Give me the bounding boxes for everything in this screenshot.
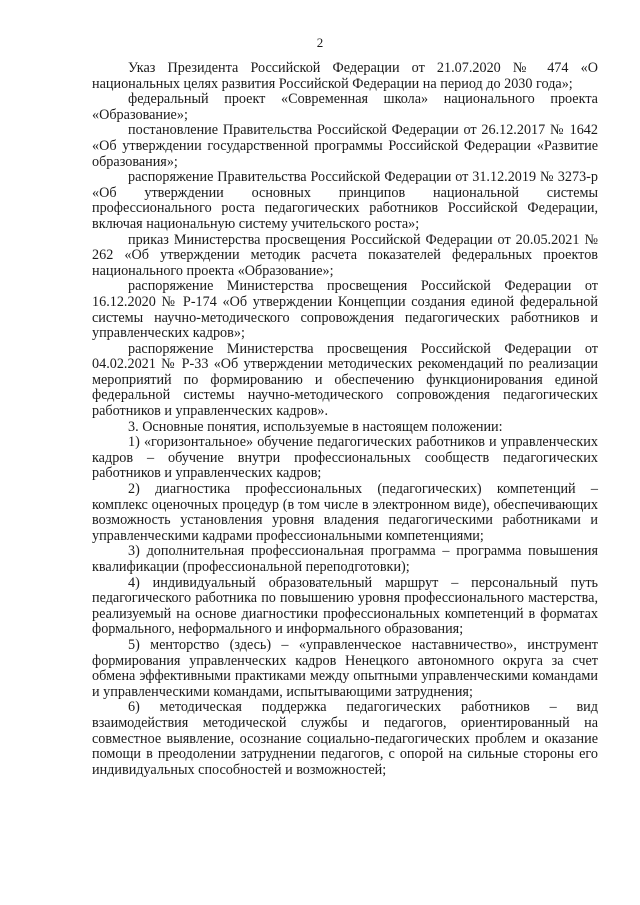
paragraph-ministry-order-262: приказ Министерства просвещения Российской Федерации от 20.05.2021 № 262 «Об утверждении методик расчета показателей федеральных проектов национального проекта «Образование»; bbox=[92, 231, 598, 279]
paragraph-modern-school-project: федеральный проект «Современная школа» национального проекта «Образование»; bbox=[92, 91, 598, 123]
paragraph-order-r174: распоряжение Министерства просвещения Российской Федерации от 16.12.2020 № Р-174 «Об утверждении Концепции создания единой федеральной системы научно-методического сопровождения педагогических работников и управленческих кадров»; bbox=[92, 278, 598, 342]
paragraph-order-3273: распоряжение Правительства Российской Федерации от 31.12.2019 № 3273-р «Об утверждении основных принципов национальной системы профессионального роста педагогических работников Российской Федерации, включая национальную систему учительского роста»; bbox=[92, 169, 598, 232]
paragraph-order-r33: распоряжение Министерства просвещения Российской Федерации от 04.02.2021 № Р-33 «Об утверждении методических рекомендаций по реализации мероприятий по формированию и обеспечению функционирования единой федеральной системы научно-методического сопровождения педагогических работников и управленческих кадров». bbox=[92, 340, 598, 420]
definition-6-methodical-support: 6) методическая поддержка педагогических работников – вид взаимодействия методической службы и педагогов, ориентированный на совместное выявление, осознание социально-педагогических проблем и оказание помощи в преодолении затруднении педагогов, с опорой на сильные стороны его индивидуальных способностей и возможностей; bbox=[92, 699, 598, 778]
section-3-heading: 3. Основные понятия, используемые в настоящем положении: bbox=[128, 418, 503, 435]
definition-4-individual-route: 4) индивидуальный образовательный маршрут – персональный путь педагогического работника по повышению уровня профессионального мастерства, реализуемый на основе диагностики профессиональных компетенций в форматах формального, неформального и информального образования; bbox=[92, 574, 598, 638]
definition-2-competence-diagnostics: 2) диагностика профессиональных (педагогических) компетенций – комплекс оценочных процедур (в том числе в электронном виде), обеспечивающих возможность установления уровня владения педагогическими работниками и управленческими кадрами профессиональными компетенциями; bbox=[92, 481, 598, 544]
definition-1-horizontal-learning: 1) «горизонтальное» обучение педагогических работников и управленческих кадров – обучение внутри профессиональных сообществ педагогических работников и управленческих кадров; bbox=[92, 434, 598, 482]
paragraph-decree-474: Указ Президента Российской Федерации от 21.07.2020 № 474 «О национальных целях развития Российской Федерации на период до 2030 года»; bbox=[92, 60, 598, 92]
definition-5-mentorship: 5) менторство (здесь) – «управленческое наставничество», инструмент формирования управленческих кадров Ненецкого автономного округа за счет обмена эффективными практиками между опытными управленческими командами и управленческими командами, испытывающими затруднения; bbox=[92, 636, 598, 700]
definition-3-additional-program: 3) дополнительная профессиональная программа – программа повышения квалификации (профессиональной переподготовки); bbox=[92, 543, 598, 575]
paragraph-resolution-1642: постановление Правительства Российской Федерации от 26.12.2017 № 1642 «Об утверждении государственной программы Российской Федерации «Развитие образования»; bbox=[92, 122, 598, 170]
document-body bbox=[92, 61, 598, 778]
page-number: 2 bbox=[316, 35, 324, 50]
